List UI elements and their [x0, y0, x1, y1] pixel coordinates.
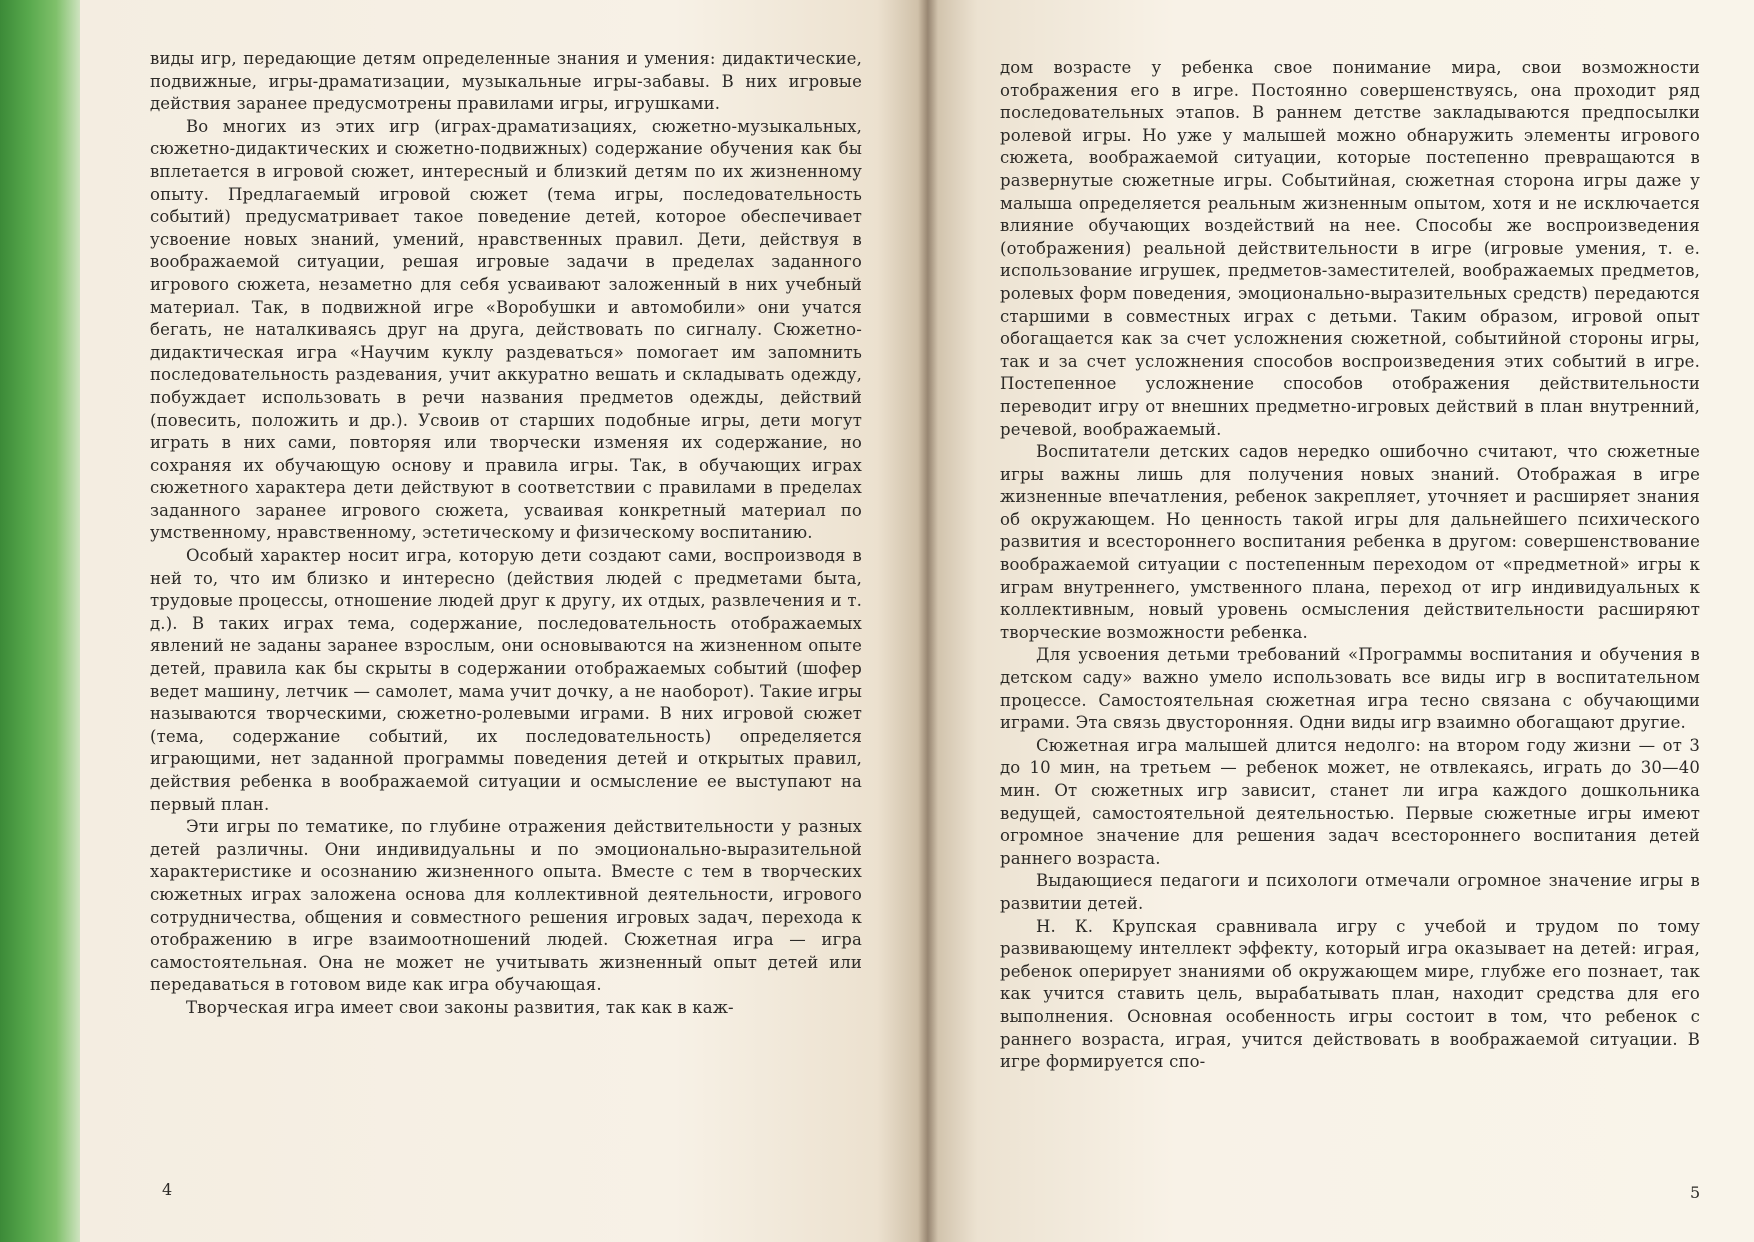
green-cover-edge — [0, 0, 80, 1242]
book-gutter — [918, 0, 938, 1242]
right-paragraph-6: Н. К. Крупская сравнивала игру с учебой и трудом по тому развивающему интеллект эффекту, который игра оказывает на детей: играя, ребенок оперирует знаниями об окружающем мире, глубже его познает, так как учится ставить цель, вырабатывать план, находит средства для его выполнения. Основная особенность игры состоит в том, что ребенок с раннего возраста, играя, учится действовать в воображаемой ситуации. В игре формируется спо- — [1000, 916, 1700, 1072]
left-paragraph-3: Особый характер носит игра, которую дети создают сами, воспроизводя в ней то, что им близко и интересно (действия людей с предметами быта, трудовые процессы, отношение людей друг к другу, их отдых, развлечения и т. д.). В таких играх тема, содержание, последовательность отображаемых явлений не заданы заранее взрослым, они основываются на жизненном опыте детей, правила как бы скрыты в содержании отображаемых событий (шофер ведет машину, летчик — самолет, мама учит дочку, а не наоборот). Такие игры называются творческими, сюжетно-ролевыми играми. В них игровой сюжет (тема, содержание событий, их последовательность) определяется играющими, нет заданной программы поведения детей и открытых правил, действия ребенка в воображаемой ситуации и осмысление ее выступают на первый план. — [150, 546, 862, 814]
left-paragraph-5: Творческая игра имеет свои законы развития, так как в каж- — [186, 997, 734, 1017]
left-paragraph-4: Эти игры по тематике, по глубине отражения действительности у разных детей различны. Они индивидуальны и по эмоционально-выразительной характеристике и осознанию жизненного опыта. Вместе с тем в творческих сюжетных играх заложена основа для коллективной деятельности, игрового сотрудничества, общения и совместного решения игровых задач, перехода к отображению в игре взаимоотношений людей. Сюжетная игра — игра самостоятельная. Она не может не учитывать жизненный опыт детей или передаваться в готовом виде как игра обучающая. — [150, 817, 862, 995]
left-paragraph-1: виды игр, передающие детям определенные знания и умения: дидактические, подвижные, игры-драматизации, музыкальные игры-забавы. В них игровые действия заранее предусмотрены правилами игры, игрушками. — [150, 49, 862, 114]
left-paragraph-2: Во многих из этих игр (играх-драматизациях, сюжетно-музыкальных, сюжетно-дидактических и сюжетно-подвижных) содержание обучения как бы вплетается в игровой сюжет, интересный и близкий детям по их жизненному опыту. Предлагаемый игровой сюжет (тема игры, последовательность событий) предусматривает такое поведение детей, которое обеспечивает усвоение новых знаний, умений, нравственных правил. Дети, действуя в воображаемой ситуации, решая игровые задачи в пределах заданного игрового сюжета, незаметно для себя усваивают заложенный в них учебный материал. Так, в подвижной игре «Воробушки и автомобили» они учатся бегать, не наталкиваясь друг на друга, действовать по сигналу. Сюжетно-дидактическая игра «Научим куклу раздеваться» помогает им запомнить последовательность раздевания, учит аккуратно вешать и складывать одежду, побуждает использовать в речи названия предметов одежды, действий (повесить, положить и др.). Усвоив от старших подобные игры, дети могут играть в них сами, повторяя или творчески изменяя их содержание, но сохраняя их обучающую основу и правила игры. Так, в обучающих играх сюжетного характера дети действуют в соответствии с правилами в пределах заданного заранее игрового сюжета, усваивая конкретный материал по умственному, нравственному, эстетическому и физическому воспитанию. — [150, 116, 862, 543]
right-paragraph-2: Воспитатели детских садов нередко ошибочно считают, что сюжетные игры важны лишь для получения новых знаний. Отображая в игре жизненные впечатления, ребенок закрепляет, уточняет и расширяет знания об окружающем. Но ценность такой игры для дальнейшего психического развития и всестороннего воспитания ребенка в другом: совершенствование воображаемой ситуации с постепенным переходом от «предметной» игры к играм внутреннего, умственного плана, переход от игр индивидуальных к коллективным, новый уровень осмысления действительности расширяют творческие возможности ребенка. — [1000, 442, 1700, 642]
right-paragraph-1: дом возрасте у ребенка свое понимание мира, свои возможности отображения его в игре. Постоянно совершенствуясь, она проходит ряд последовательных этапов. В раннем детстве закладываются предпосылки ролевой игры. Но уже у малышей можно обнаружить элементы игрового сюжета, воображаемой ситуации, которые постепенно превращаются в развернутые сюжетные игры. Событийная, сюжетная сторона игры даже у малыша определяется реальным жизненным опытом, хотя и не исключается влияние обучающих воздействий на нее. Способы же воспроизведения (отображения) реальной действительности в игре (игровые умения, т. е. использование игрушек, предметов-заместителей, воображаемых предметов, ролевых форм поведения, эмоционально-выразительных средств) передаются старшими в совместных играх с детьми. Таким образом, игровой опыт обогащается как за счет усложнения сюжетной, событийной стороны игры, так и за счет усложнения способов воспроизведения этих событий в игре. Постепенное усложнение способов отображения действительности переводит игру от внешних предметно-игровых действий в план внутренний, речевой, воображаемый. — [1000, 58, 1700, 439]
right-paragraph-4: Сюжетная игра малышей длится недолго: на втором году жизни — от 3 до 10 мин, на третьем — ребенок может, не отвлекаясь, играть до 30—40 мин. От сюжетных игр зависит, станет ли игра каждого дошкольника ведущей, самостоятельной деятельностью. Первые сюжетные игры имеют огромное значение для решения задач всестороннего воспитания детей раннего возраста. — [1000, 735, 1700, 868]
right-page-text — [1000, 57, 1700, 1074]
right-paragraph-3: Для усвоения детьми требований «Программы воспитания и обучения в детском саду» важно умело использовать все виды игр в воспитательном процессе. Самостоятельная сюжетная игра тесно связана с обучающими играми. Эта связь двусторонняя. Одни виды игр взаимно обогащают другие. — [1000, 645, 1700, 733]
page-number-right: 5 — [1690, 1183, 1701, 1202]
left-page-text — [150, 48, 862, 1020]
page-number-left: 4 — [162, 1180, 173, 1199]
right-paragraph-5: Выдающиеся педагоги и психологи отмечали огромное значение игры в развитии детей. — [1000, 871, 1700, 913]
